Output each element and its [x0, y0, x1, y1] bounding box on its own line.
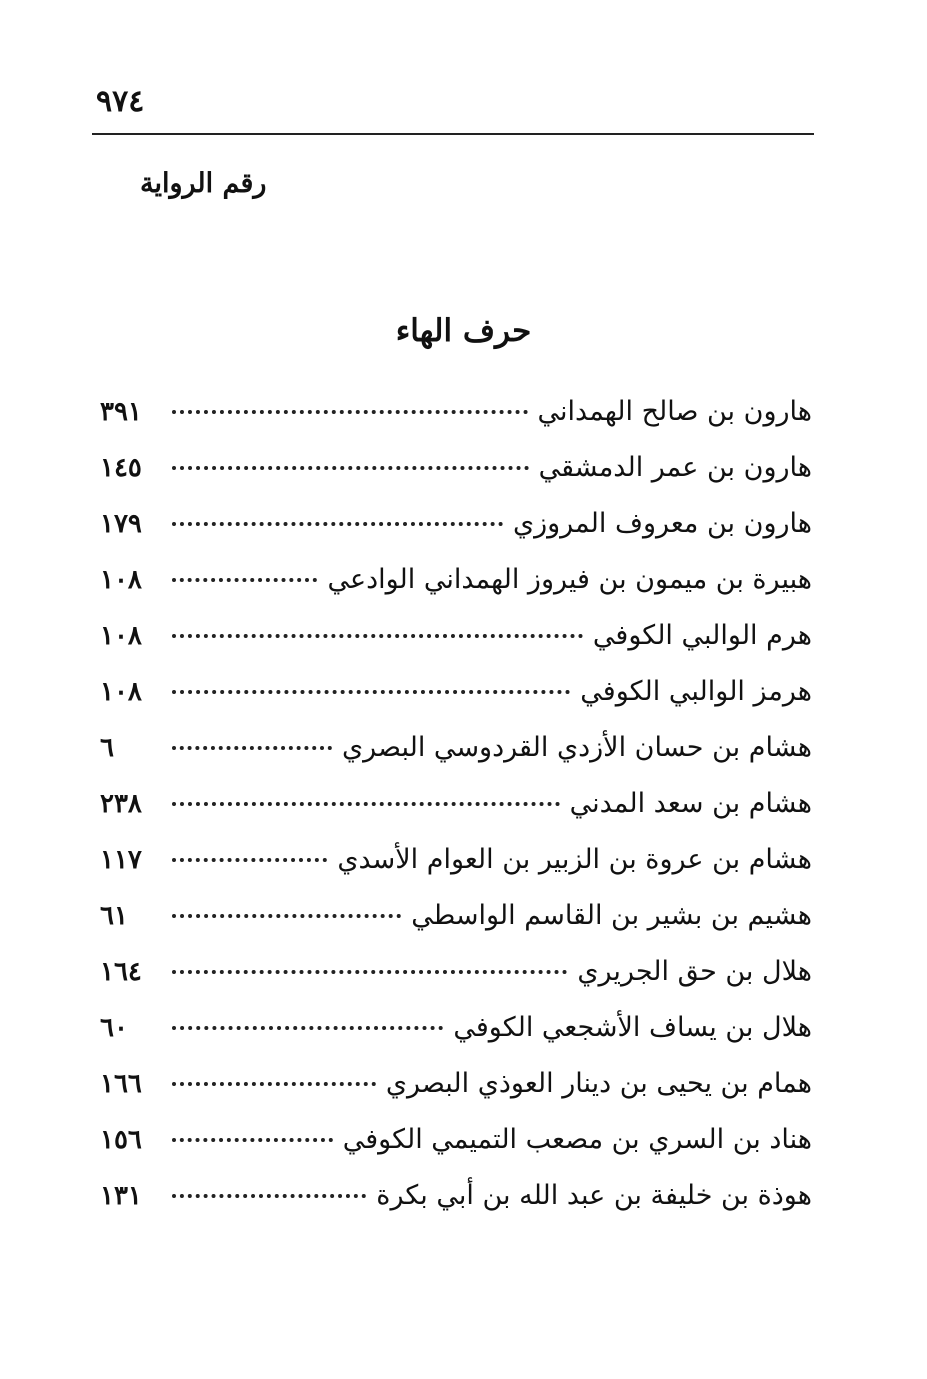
dot-leader — [172, 410, 528, 414]
index-entry — [100, 1116, 812, 1172]
index-entry — [100, 556, 812, 612]
entry-number: ٦٠ — [100, 1013, 128, 1043]
entry-number: ٢٣٨ — [100, 789, 142, 819]
section-title: حرف الهاء — [395, 313, 532, 349]
index-entry — [100, 500, 812, 556]
dot-leader — [172, 858, 327, 862]
dot-leader — [172, 522, 503, 526]
dot-leader — [172, 1194, 366, 1198]
entry-number: ١٦٦ — [100, 1069, 142, 1099]
index-entry — [100, 892, 812, 948]
entry-number: ١٤٥ — [100, 453, 142, 483]
index-entry — [100, 780, 812, 836]
header-rule — [92, 133, 814, 135]
entry-name: همام بن يحيى بن دينار العوذي البصري — [385, 1068, 812, 1099]
dot-leader — [172, 466, 529, 470]
dot-leader — [172, 578, 317, 582]
entry-name: هشام بن عروة بن الزبير بن العوام الأسدي — [337, 844, 812, 875]
dot-leader — [172, 1082, 376, 1086]
index-entry — [100, 1004, 812, 1060]
index-entry — [100, 1060, 812, 1116]
index-entry — [100, 612, 812, 668]
entry-number: ١٥٦ — [100, 1125, 142, 1155]
entry-name: هوذة بن خليفة بن عبد الله بن أبي بكرة — [376, 1180, 812, 1211]
column-label: رقم الرواية — [140, 168, 267, 199]
entry-name: هلال بن حق الجريري — [577, 956, 812, 987]
entry-number: ٦ — [100, 733, 114, 763]
index-list — [100, 388, 812, 1228]
entry-number: ٦١ — [100, 901, 128, 931]
index-entry — [100, 388, 812, 444]
page-number: ٩٧٤ — [96, 84, 145, 119]
entry-name: هارون بن صالح الهمداني — [537, 396, 812, 427]
entry-name: هناد بن السري بن مصعب التميمي الكوفي — [342, 1124, 812, 1155]
entry-number: ١٠٨ — [100, 621, 142, 651]
entry-name: هارون بن عمر الدمشقي — [538, 452, 812, 483]
dot-leader — [172, 746, 332, 750]
dot-leader — [172, 1138, 333, 1142]
dot-leader — [172, 802, 560, 806]
index-entry — [100, 668, 812, 724]
entry-name: هشام بن سعد المدني — [569, 788, 812, 819]
entry-name: هرم الوالبي الكوفي — [592, 620, 812, 651]
entry-name: هشيم بن بشير بن القاسم الواسطي — [411, 900, 812, 931]
dot-leader — [172, 914, 401, 918]
entry-number: ١٠٨ — [100, 565, 142, 595]
entry-number: ١٣١ — [100, 1181, 142, 1211]
entry-number: ١١٧ — [100, 845, 142, 875]
dot-leader — [172, 970, 567, 974]
index-entry — [100, 724, 812, 780]
dot-leader — [172, 634, 583, 638]
dot-leader — [172, 690, 570, 694]
index-entry — [100, 1172, 812, 1228]
index-entry — [100, 948, 812, 1004]
entry-name: هلال بن يساف الأشجعي الكوفي — [453, 1012, 812, 1043]
entry-number: ١٦٤ — [100, 957, 142, 987]
entry-name: هشام بن حسان الأزدي القردوسي البصري — [342, 732, 812, 763]
entry-number: ٣٩١ — [100, 397, 142, 427]
entry-name: هارون بن معروف المروزي — [512, 508, 812, 539]
dot-leader — [172, 1026, 443, 1030]
entry-number: ١٠٨ — [100, 677, 142, 707]
entry-name: هبيرة بن ميمون بن فيروز الهمداني الوادعي — [327, 564, 812, 595]
index-entry — [100, 836, 812, 892]
entry-number: ١٧٩ — [100, 509, 142, 539]
index-entry — [100, 444, 812, 500]
entry-name: هرمز الوالبي الكوفي — [580, 676, 812, 707]
